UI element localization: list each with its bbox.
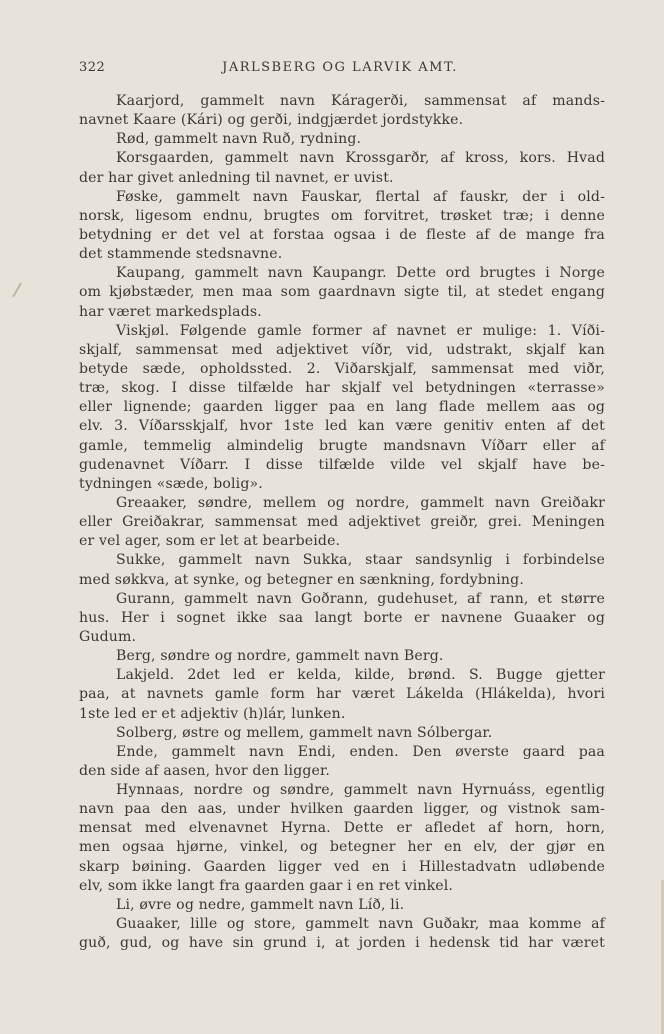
- text-line: betyde sæde, opholdssted. 2. Viðarskjalf, sammensat med viðr,: [79, 360, 605, 377]
- text-line: Berg, søndre og nordre, gammelt navn Berg.: [116, 648, 444, 665]
- text-line: Ende, gammelt navn Endi, enden. Den øverste gaard paa: [116, 743, 605, 760]
- text-line: betydning er det vel at forstaa ogsaa i de fleste af de mange fra: [79, 226, 605, 243]
- text-line: Rød, gammelt navn Ruð, rydning.: [116, 131, 362, 148]
- text-line: eller lignende; gaarden ligger paa en lang flade mellem aas og: [79, 399, 605, 416]
- text-line: har været markedsplads.: [79, 303, 262, 320]
- text-line: Føske, gammelt navn Fauskar, flertal af fauskr, der i old-: [116, 188, 605, 205]
- text-line: Hynnaas, nordre og søndre, gammelt navn Hyrnuáss, egentlig: [116, 782, 605, 799]
- text-line: er vel ager, som er let at bearbeide.: [79, 533, 341, 550]
- text-line: Greaaker, søndre, mellem og nordre, gammelt navn Greiðakr: [116, 494, 605, 511]
- text-line: den side af aasen, hvor den ligger.: [79, 762, 330, 779]
- text-line: Li, øvre og nedre, gammelt navn Líð, li.: [116, 896, 405, 913]
- text-line: gamle, temmelig almindelig brugte mandsnavn Víðarr eller af: [79, 437, 605, 454]
- text-line: Gurann, gammelt navn Goðrann, gudehuset, af rann, et større: [116, 590, 605, 607]
- text-line: elv. 3. Víðarsskjalf, hvor 1ste led kan være genitiv enten af det: [79, 418, 605, 435]
- page-header: [79, 60, 601, 82]
- body-text: [79, 92, 605, 953]
- text-line: mensat med elvenavnet Hyrna. Dette er afledet af horn, horn,: [79, 820, 605, 837]
- text-line: skjalf, sammensat med adjektivet víðr, vid, udstrakt, skjalf kan: [79, 341, 605, 358]
- text-line: eller Greiðakrar, sammensat med adjektivet greiðr, grei. Meningen: [79, 514, 605, 531]
- text-line: tydningen «sæde, bolig».: [79, 475, 263, 492]
- text-line: der har givet anledning til navnet, er uvist.: [79, 169, 394, 186]
- text-line: Kaupang, gammelt navn Kaupangr. Dette ord brugtes i Norge: [116, 265, 605, 282]
- page-number: 322: [79, 60, 106, 75]
- text-line: Guaaker, lille og store, gammelt navn Guðakr, maa komme af: [116, 916, 605, 933]
- text-line: skarp bøining. Gaarden ligger ved en i Hillestadvatn udløbende: [79, 858, 605, 875]
- text-line: med søkkva, at synke, og betegner en sænkning, fordybning.: [79, 571, 524, 588]
- text-line: 1ste led er et adjektiv (h)lár, lunken.: [79, 705, 346, 722]
- text-line: Gudum.: [79, 628, 137, 645]
- text-line: paa, at navnets gamle form har været Lákelda (Hlákelda), hvori: [79, 686, 605, 703]
- text-line: navnet Kaare (Kári) og gerði, indgjærdet jordstykke.: [79, 112, 464, 129]
- text-line: navn paa den aas, under hvilken gaarden ligger, og vistnok sam-: [79, 801, 605, 818]
- text-line: norsk, ligesom endnu, brugtes om forvitret, trøsket træ; i denne: [79, 207, 605, 224]
- text-line: Solberg, østre og mellem, gammelt navn Sólbergar.: [116, 724, 493, 741]
- text-line: om kjøbstæder, men maa som gaardnavn sigte til, at stedet engang: [79, 284, 605, 301]
- text-line: det stammende stedsnavne.: [79, 246, 283, 263]
- running-title: JARLSBERG OG LARVIK AMT.: [222, 60, 458, 75]
- text-line: Sukke, gammelt navn Sukka, staar sandsynlig i forbindelse: [116, 552, 605, 569]
- text-line: Lakjeld. 2det led er kelda, kilde, brønd. S. Bugge gjetter: [116, 667, 605, 684]
- text-line: men ogsaa hjørne, vinkel, og betegner her en elv, der gjør en: [79, 839, 605, 856]
- text-line: gudenavnet Víðarr. I disse tilfælde vilde vel skjalf have be-: [79, 456, 605, 473]
- text-line: Korsgaarden, gammelt navn Krossgarðr, af kross, kors. Hvad: [116, 150, 605, 167]
- text-line: elv, som ikke langt fra gaarden gaar i en ret vinkel.: [79, 877, 454, 894]
- margin-pencil-mark: [12, 283, 22, 298]
- text-line: Kaarjord, gammelt navn Káragerði, sammensat af mands-: [116, 93, 605, 109]
- text-line: Viskjøl. Følgende gamle former af navnet er mulige: 1. Víði-: [116, 322, 605, 339]
- text-line: guð, gud, og have sin grund i, at jorden i hedensk tid har været: [79, 935, 605, 952]
- text-line: hus. Her i sognet ikke saa langt borte er navnene Guaaker og: [79, 609, 605, 626]
- text-line: træ, skog. I disse tilfælde har skjalf vel betydningen «terrasse»: [79, 380, 605, 397]
